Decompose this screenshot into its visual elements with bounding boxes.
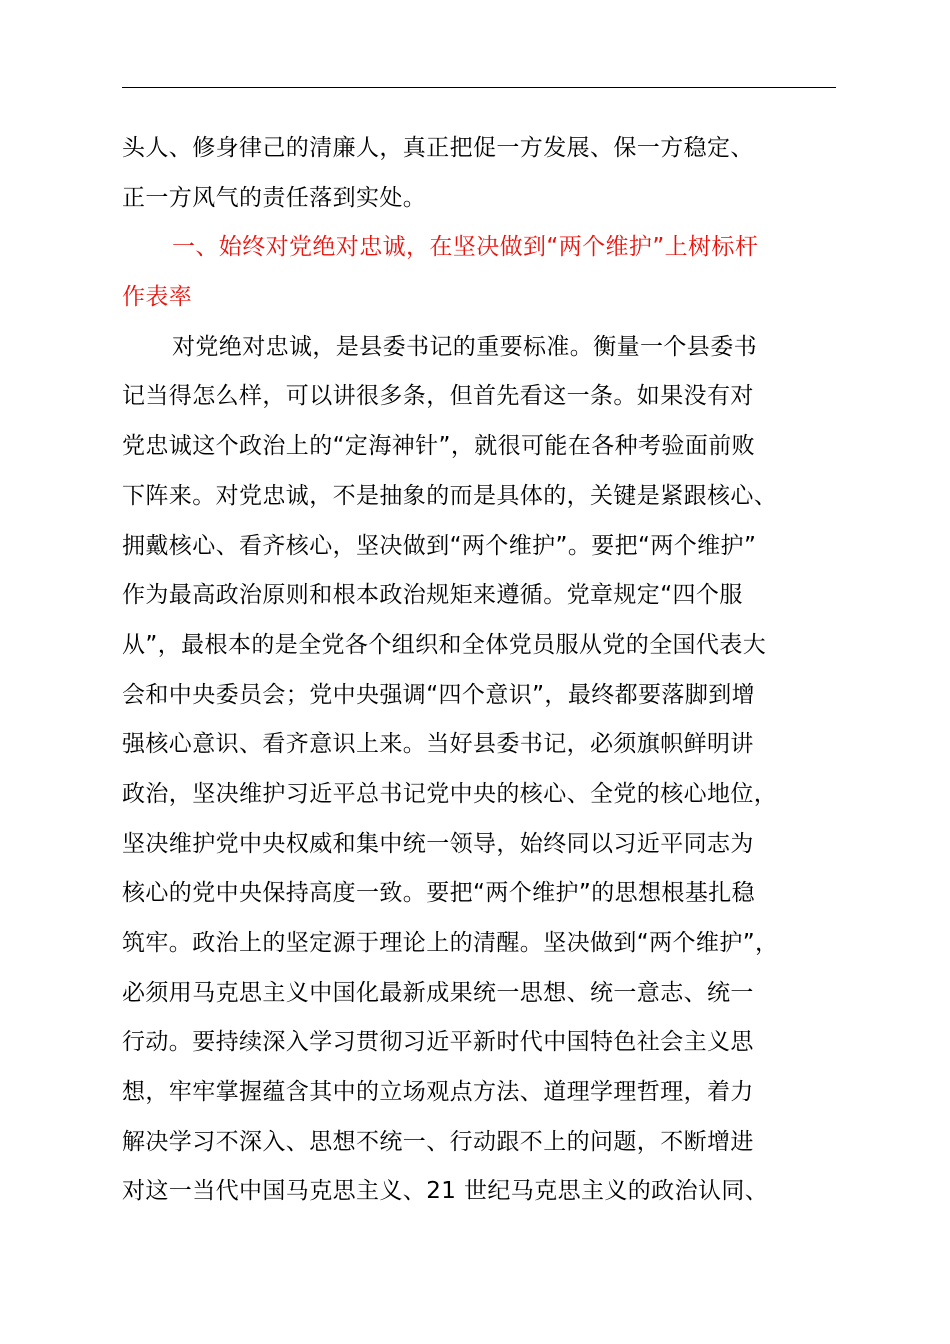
paragraph-line: 强核心意识、看齐意识上来。当好县委书记，必须旗帜鲜明讲 [122,731,754,758]
paragraph-line: 行动。要持续深入学习贯彻习近平新时代中国特色社会主义思 [122,1029,754,1056]
text-line: 正一方风气的责任落到实处。 [122,184,427,211]
header-rule [122,87,836,88]
paragraph-line: 坚决维护党中央权威和集中统一领导，始终同以习近平同志为 [122,830,754,857]
text-line: 头人、修身律己的清廉人，真正把促一方发展、保一方稳定、 [122,135,754,161]
paragraph-line: 必须用马克思主义中国化最新成果统一思想、统一意志、统一 [122,979,754,1006]
section-heading: 作表率 [122,284,193,311]
paragraph-line: 核心的党中央保持高度一致。要把“两个维护”的思想根基扎稳 [122,880,756,907]
paragraph-line: 政治，坚决维护习近平总书记党中央的核心、全党的核心地位， [122,780,778,807]
paragraph-line: 党忠诚这个政治上的“定海神针”，就很可能在各种考验面前败 [122,433,756,460]
section-heading: 一、始终对党绝对忠诚，在坚决做到“两个维护”上树标杆 [172,234,759,261]
paragraph-line: 下阵来。对党忠诚，不是抽象的而是具体的，关键是紧跟核心、 [122,482,778,509]
paragraph-line: 想，牢牢掌握蕴含其中的立场观点方法、道理学理哲理，着力 [122,1079,754,1106]
paragraph-line: 作为最高政治原则和根本政治规矩来遵循。党章规定“四个服 [122,582,743,609]
paragraph-line: 筑牢。政治上的坚定源于理论上的清醒。坚决做到“两个维护”， [122,930,779,956]
paragraph-line: 会和中央委员会；党中央强调“四个意识”，最终都要落脚到增 [122,681,756,708]
paragraph-line: 记当得怎么样，可以讲很多条，但首先看这一条。如果没有对 [122,383,754,410]
paragraph-line: 解决学习不深入、思想不统一、行动跟不上的问题，不断增进 [122,1128,754,1155]
paragraph-line: 从”，最根本的是全党各个组织和全体党员服从党的全国代表大 [122,631,767,658]
paragraph-line: 对党绝对忠诚，是县委书记的重要标准。衡量一个县委书 [172,333,757,360]
paragraph-line: 拥戴核心、看齐核心，坚决做到“两个维护”。要把“两个维护” [122,532,757,559]
paragraph-line: 对这一当代中国马克思主义、21 世纪马克思主义的政治认同、 [122,1178,769,1205]
document-body [122,124,862,1217]
